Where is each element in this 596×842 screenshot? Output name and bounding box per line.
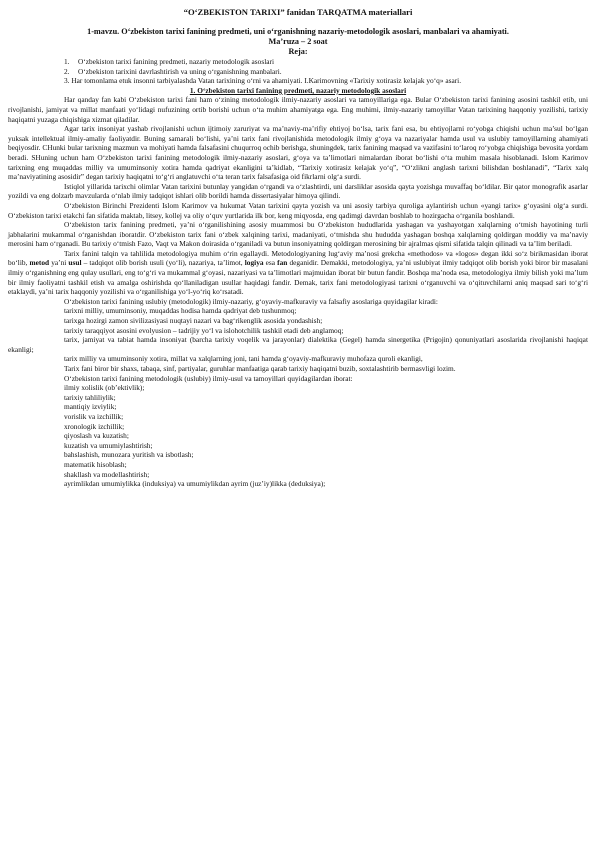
paragraph: Istiqlol yillarida tarixchi olimlar Vatan tarixini butunlay yangidan o‘rgandi va o‘zlashtirdi, uni darsliklar asosida qayta yozishga muvaffaq bo‘ldilar. Bir qator monografik asarlar yozildi va eng dolzarb mavzularda o‘nlab ilmiy tadqiqot ishlari olib borildi hamda dissertasiyalar himoya qilindi. (8, 181, 588, 201)
list-item: shakllash va modellashtirish; (64, 469, 150, 479)
section-heading: 1. O‘zbekiston tarixi fanining predmeti, nazariy metodologik asoslari (189, 85, 407, 95)
plan-item-text: O‘zbekiston tarixini davrlashtirish va uning o‘rganishning manbalari. (78, 66, 282, 76)
list-item: tarixiy taraqqiyot asosini evolyusion – tadrijiy yo‘l va islohotchilik tashkil etadi deb anglamoq; (64, 325, 344, 335)
list-item: xronologik izchillik; (64, 421, 125, 431)
term-fan: fan (277, 258, 288, 268)
plan-item (64, 67, 588, 77)
plan-label: Reja: (288, 47, 308, 56)
document-title: “O‘ZBEKISTON TARIXI” fanidan TARQATMA materiallari (183, 7, 413, 17)
topic-title: 1-mavzu. O‘zbekiston tarixi fanining predmeti, uni o‘rganishning nazariy-metodologik asoslari, manbalari va ahamiyati. (87, 27, 509, 36)
plan-item (64, 57, 588, 67)
list-item: qiyoslash va kuzatish; (64, 431, 129, 441)
paragraph-methodology (8, 249, 588, 297)
paragraph: tarix, jamiyat va tabiat hamda insoniyat (barcha tarixiy voqelik va jarayonlar) dialektika (Gegel) hamda sinergetika (Prigojin) qonuniyatlari asoslarida rivojlanishi haqiqat ekanligi; (8, 335, 588, 354)
list-item: tarixiy tahliliylik; (64, 392, 116, 402)
paragraph: Tarix fani biror bir shaxs, tabaqa, sinf, partiyalar, guruhlar manfaatiga qarab tarixiy haqiqatni buzib, soxtalashtirib bermasvligi lozim. (64, 364, 456, 373)
text-run: – tadqiqot olib borish usuli (yo‘li), nazariya, ta’limot, (81, 258, 245, 268)
paragraph: O‘zbekiston tarixi fanining uslubiy (metodologik) ilmiy-nazariy, g‘oyaviy-mafkuraviy va falsafiy asoslariga quyidagilar kiradi: (64, 296, 438, 306)
paragraph: tarix milliy va umuminsoniy xotira, millat va xalqlarning joni, tani hamda g‘oyaviy-mafkuraviy muhofaza quroli ekanligi, (64, 354, 423, 364)
plan-item-number: 3. (64, 76, 70, 86)
list-item: vorislik va izchillik; (64, 411, 124, 421)
list-item: tarixga hozirgi zamon sivilizasiyasi nuqtayi nazari va bag‘rikenglik asosida yondashish; (64, 316, 323, 326)
list-item: mantiqiy izviylik; (64, 402, 117, 412)
plan-item-number: 1. (64, 57, 70, 66)
list-item: tarixni milliy, umuminsoniy, muqaddas hodisa hamda qadriyat deb tushunmoq; (64, 306, 297, 316)
text-run: esa (263, 258, 278, 268)
paragraph: Har qanday fan kabi O‘zbekiston tarixi fani ham o‘zining metodologik ilmiy-nazariy asoslari va tamoyillariga ega. Bular O‘zbekiston tarixi fanining asosini tashkil etib, uni rivojlanishi, jamiyat va millat manfaati yo‘lidagi nufuzining ortib borishi uchun o‘ta muhim ahamiyatga ega. Eng muhimi, ilmiy-nazariy tamoyillar Vatan tarixining haqqoniy yozilishi, tarixiy haqiqatni yuzaga chiqishiga xizmat qiladilar. (8, 95, 588, 124)
list-item: kuzatish va umumiylashtirish; (64, 440, 153, 450)
document-page (8, 6, 588, 489)
paragraph: O‘zbekiston tarixi fanining metodologik (uslubiy) ilmiy-usul va tamoyillari quyidagilardan iborat: (64, 373, 353, 383)
term-usul: usul (68, 258, 82, 268)
lecture-duration: Ma’ruza – 2 soat (268, 37, 328, 46)
list-item: bahslashish, munozara yuritish va isbotlash; (64, 450, 194, 460)
plan-item-text: O‘zbekiston tarixi fanining predmeti, nazariy metodologik asoslari (78, 57, 274, 66)
list-item: matematik hisoblash; (64, 459, 127, 469)
list-item: ilmiy xolislik (ob’ektivlik); (64, 383, 145, 393)
text-run: deganidir. Demakki, metodologiya, ya’ni uslubiyat ilmiy tadqiqot olib borish yoki biror bir masalani ilmiy o‘rganishning eng qulay usullari, eng to‘g‘ri va mukammal g‘oyasi, nazariyasi va ta’limotlari majmuidan iborat bir butun fandir. Boshqa ma’noda esa, metodologiya ilmiy bilish yoki ma’lum bir ilmiy faoliyatni tashkil etish va amalga oshirishda qo‘llaniladigan usullar haqidagi fandir. Demak, tarix fani metodologiyasi tarixni o‘rganuvchi va o‘qituvchilarni aniq maqsad sari to‘g‘ri etaklaydi, ya’ni tarix haqqoniy yozilishi va o‘rganilishiga yo‘l-yo‘riq ko‘rsatadi. (8, 258, 589, 297)
plan-item-number: 2. (64, 66, 70, 76)
list-item: ayrimlikdan umumiylikka (induksiya) va umumiylikdan ayrim (juz’iy)likka (deduksiya); (64, 479, 326, 489)
paragraph: O‘zbekiston tarix fanining predmeti, ya’ni o‘rganilishining asosiy muammosi bu O‘zbekiston hududlarida yashagan va yashayotgan xalqlarning o‘tmish hayotining turli jabhalarini mukammal o‘rganishdan iboratdir. O‘zbekiston tarix fani o‘zbek xalqining tarixi, madaniyati, o‘tmishda shu hududda yashagan boshqa xalqlarning qoldirgan moddiy va ma’naviy merosini ham o‘rganadi. Bu tarixiy o‘tmish Fazo, Vaqt va Makon doirasida o‘rganiladi va butun insoniyatning qoldirgan merosining bir ajralmas qismi sifatida talqin qilinadi va ta’lim beriladi. (8, 220, 588, 249)
text-run: ya’ni (49, 258, 69, 268)
term-metod: metod (29, 258, 50, 268)
plan-item (8, 76, 588, 86)
paragraph: O‘zbekiston Birinchi Prezidenti Islom Karimov va hukumat Vatan tarixini qayta yozish va uni asosiy tarbiya quroliga aylantirish uchun «yangi tarix» g‘oyasini olg‘a surdi. O‘zbekiston tarixi etakchi fan sifatida maktab, litsey, kollej va oliy o‘quv yurtlarida ilk bor, keng miqyosda, eng qadimgi davrdan boshlab to hozirgacha o‘rganila boshlandi. (8, 200, 588, 220)
plan-item-text: Har tomonlama etuk insonni tarbiyalashda Vatan tarixining o‘rni va ahamiyati. I.Karimovning «Tarixiy xotirasiz kelajak yo‘q» asari. (71, 76, 462, 86)
paragraph: Agar tarix insoniyat yashab rivojlanishi uchun ijtimoiy zaruriyat va ma’naviy-ma’rifiy ehtiyoj bo‘lsa, tarix fani esa, bu ehtiyojlarni ro‘yobga chiqishi uchun ma’sul bo‘lgan yuksak intellektual ilmiy-amaliy faoliyatdir. Buning samarali bo‘lishi, ya’ni tarix fani rivojlanishida metodologik ilmiy g‘oya va nazariyalar hamda usul va uslubiy tamoyillarning ahamiyati beqiyosdir. CHunki bular tarixning mazmun va mohiyati hamda falsafasini chuqurroq ochib berishga, shuningdek, tarix fanining maqsad va vazifasini to‘laroq ro‘yobga chiqishiga bevosita yordam beradi. SHuning uchun ham O‘zbekiston tarixi fanining metodologik ilmiy-nazariy asoslari, g‘oya va ta’limotlari nimalardan iborat bo‘lishi o‘ta muhim masala hisoblanadi. Islom Karimov tarixning eng muqaddas milliy va umuminsoniy xotira hamda qadriyat ekanligini ta’kidlab, “Tarixiy xotirasiz kelajak yo‘q”, “O‘zlikni anglash tarixni bilishdan boshlanadi”, “Tarix xalq ma’naviyatining asosidir” degan tarixiy haqiqatni to‘g‘ri anglatuvchi o‘ta teran tarix falsafasiga oid fikrlarni olg‘a surdi. (8, 124, 588, 182)
text-run: Tarix fanini talqin va tahlilida metodologiya muhim o‘rin egallaydi. Metodologiyaning lug‘aviy ma’nosi grekcha «methodos» va «logos» degan ikki so‘z birikmasidan iborat bo‘lib, (8, 248, 588, 268)
term-logiya: logiya (244, 258, 264, 268)
